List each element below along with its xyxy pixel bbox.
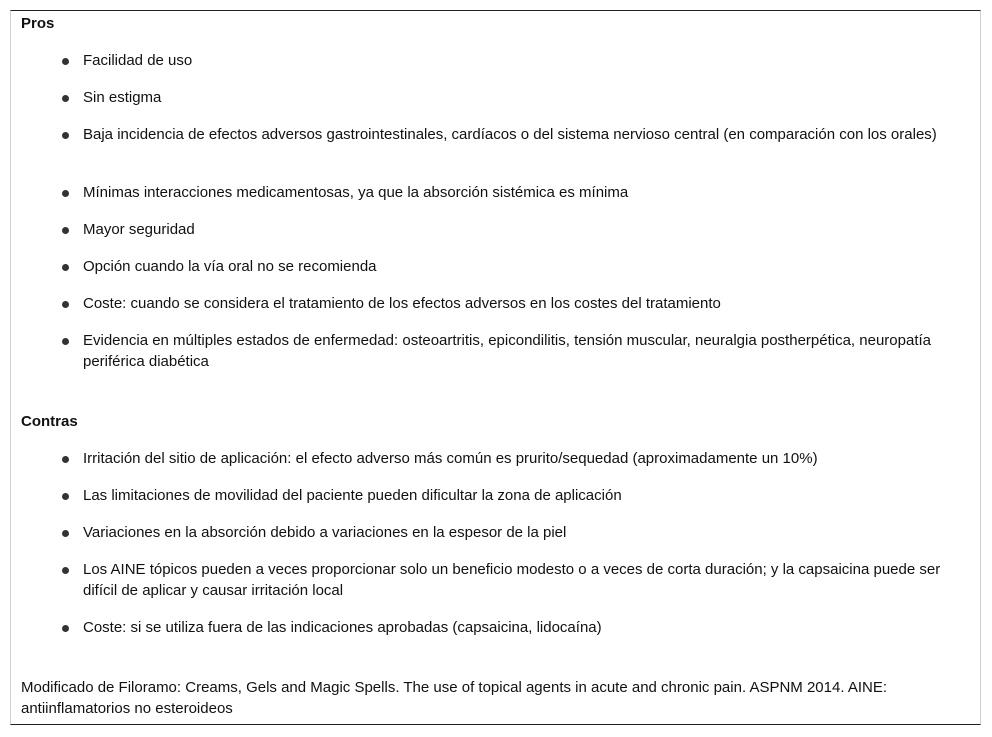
bullet-icon — [62, 301, 69, 308]
bullet-icon — [62, 95, 69, 102]
bullet-icon — [62, 338, 69, 345]
contras-item: Las limitaciones de movilidad del paciente pueden dificultar la zona de aplicación — [83, 487, 622, 504]
pros-item: Sin estigma — [83, 89, 162, 106]
bullet-icon — [62, 264, 69, 271]
bullet-icon — [62, 58, 69, 65]
contras-item: Irritación del sitio de aplicación: el efecto adverso más común es prurito/sequedad (aproximadamente un 10%) — [83, 450, 818, 467]
bullet-icon — [62, 493, 69, 500]
bullet-icon — [62, 625, 69, 632]
pros-item: Coste: cuando se considera el tratamiento de los efectos adversos en los costes del tratamiento — [83, 295, 721, 312]
contras-heading: Contras — [21, 413, 78, 430]
pros-item: Evidencia en múltiples estados de enfermedad: osteoartritis, epicondilitis, tensión muscular, neuralgia postherpética, neuropatía periférica diabética — [83, 332, 931, 370]
bullet-icon — [62, 132, 69, 139]
pros-item: Mayor seguridad — [83, 221, 195, 238]
bullet-icon — [62, 567, 69, 574]
bullet-icon — [62, 227, 69, 234]
pros-heading: Pros — [21, 15, 55, 32]
bullet-icon — [62, 456, 69, 463]
contras-item: Los AINE tópicos pueden a veces proporcionar solo un beneficio modesto o a veces de corta duración; y la capsaicina puede ser difícil de aplicar y causar irritación local — [83, 561, 941, 599]
contras-item: Coste: si se utiliza fuera de las indicaciones aprobadas (capsaicina, lidocaína) — [83, 619, 602, 636]
pros-item: Baja incidencia de efectos adversos gastrointestinales, cardíacos o del sistema nervioso central (en comparación con los orales) — [83, 126, 937, 143]
bullet-icon — [62, 530, 69, 537]
pros-item: Opción cuando la vía oral no se recomienda — [83, 258, 377, 275]
table-footnote: Modificado de Filoramo: Creams, Gels and Magic Spells. The use of topical agents in acute and chronic pain. ASPNM 2014. AINE: antiinflamatorios no esteroideos — [21, 679, 888, 717]
pros-item: Facilidad de uso — [83, 52, 193, 69]
pros-item: Mínimas interacciones medicamentosas, ya que la absorción sistémica es mínima — [83, 184, 629, 201]
bullet-icon — [62, 190, 69, 197]
contras-item: Variaciones en la absorción debido a variaciones en la espesor de la piel — [83, 524, 567, 541]
